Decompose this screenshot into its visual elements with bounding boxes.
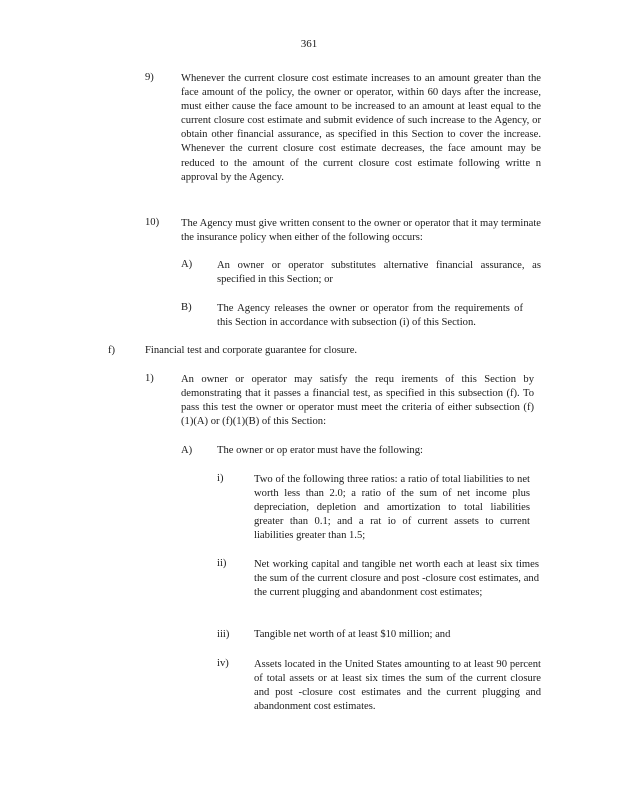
f-1-a-ii-text: Net working capital and tangible net worth each at least six times the sum of the current closure and post -closure cost estimates, and the current plugging and abandonment cost estimates;	[254, 559, 539, 599]
item-10-a-label: A)	[181, 259, 193, 270]
item-10-label: 10)	[145, 217, 160, 228]
subsection-f-label: f)	[108, 345, 116, 356]
item-10-a-text: An owner or operator substitutes alternative financial assurance, as specified in this Section; or	[217, 260, 541, 286]
f-1-a-text: The owner or op erator must have the following:	[217, 445, 423, 456]
item-10-b-label: B)	[181, 302, 192, 313]
f-1-a-iv-label: iv)	[217, 658, 229, 669]
f-1-a-iii-label: iii)	[217, 629, 230, 640]
f-1-a-ii-label: ii)	[217, 558, 227, 569]
f-1-a-iv-text: Assets located in the United States amounting to at least 90 percent of total assets or at least six times the sum of the current closure and post -closure cost estimates and the current plugging and abandonment cost estimates.	[254, 659, 541, 713]
f-1-a-i-label: i)	[217, 473, 224, 484]
item-10-b-text: The Agency releases the owner or operator from the requirements of this Section in accordance with subsection (i) of this Section.	[217, 303, 523, 329]
item-10-text: The Agency must give written consent to the owner or operator that it may terminate the insurance policy when either of the following occurs:	[181, 218, 541, 244]
item-9-label: 9)	[145, 72, 154, 83]
page-number: 361	[300, 38, 318, 50]
f-1-a-iii-text: Tangible net worth of at least $10 million; and	[254, 629, 451, 640]
item-9-text: Whenever the current closure cost estimate increases to an amount greater than the face amount of the policy, the owner or operator, within 60 days after the increase, must either cause the face amount to be increased to an amount at least equal to the current closure cost estimate and submit evidence of such increase to the Agency, or obtain other financial assurance, as specified in this Section to cover the increase. Whenever the current closure cost estimate decreases, the face amount may be reduced to the amount of the current closure cost estimate following writte n approval by the Agency.	[181, 73, 541, 183]
f-1-a-label: A)	[181, 445, 193, 456]
subsection-f-heading: Financial test and corporate guarantee for closure.	[145, 345, 358, 356]
f-1-a-i-text: Two of the following three ratios: a ratio of total liabilities to net worth less than 2.0; a ratio of the sum of net income plus depreciation, depletion and amortization to total liabilities greater than 0.1; and a rat io of current assets to current liabilities greater than 1.5;	[254, 474, 530, 542]
f-1-text: An owner or operator may satisfy the requ irements of this Section by demonstrating that it passes a financial test, as specified in this subsection (f). To pass this test the owner or operator must meet the criteria of either subsection (f)(1)(A) or (f)(1)(B) of this Section:	[181, 374, 534, 428]
f-1-label: 1)	[145, 373, 154, 384]
